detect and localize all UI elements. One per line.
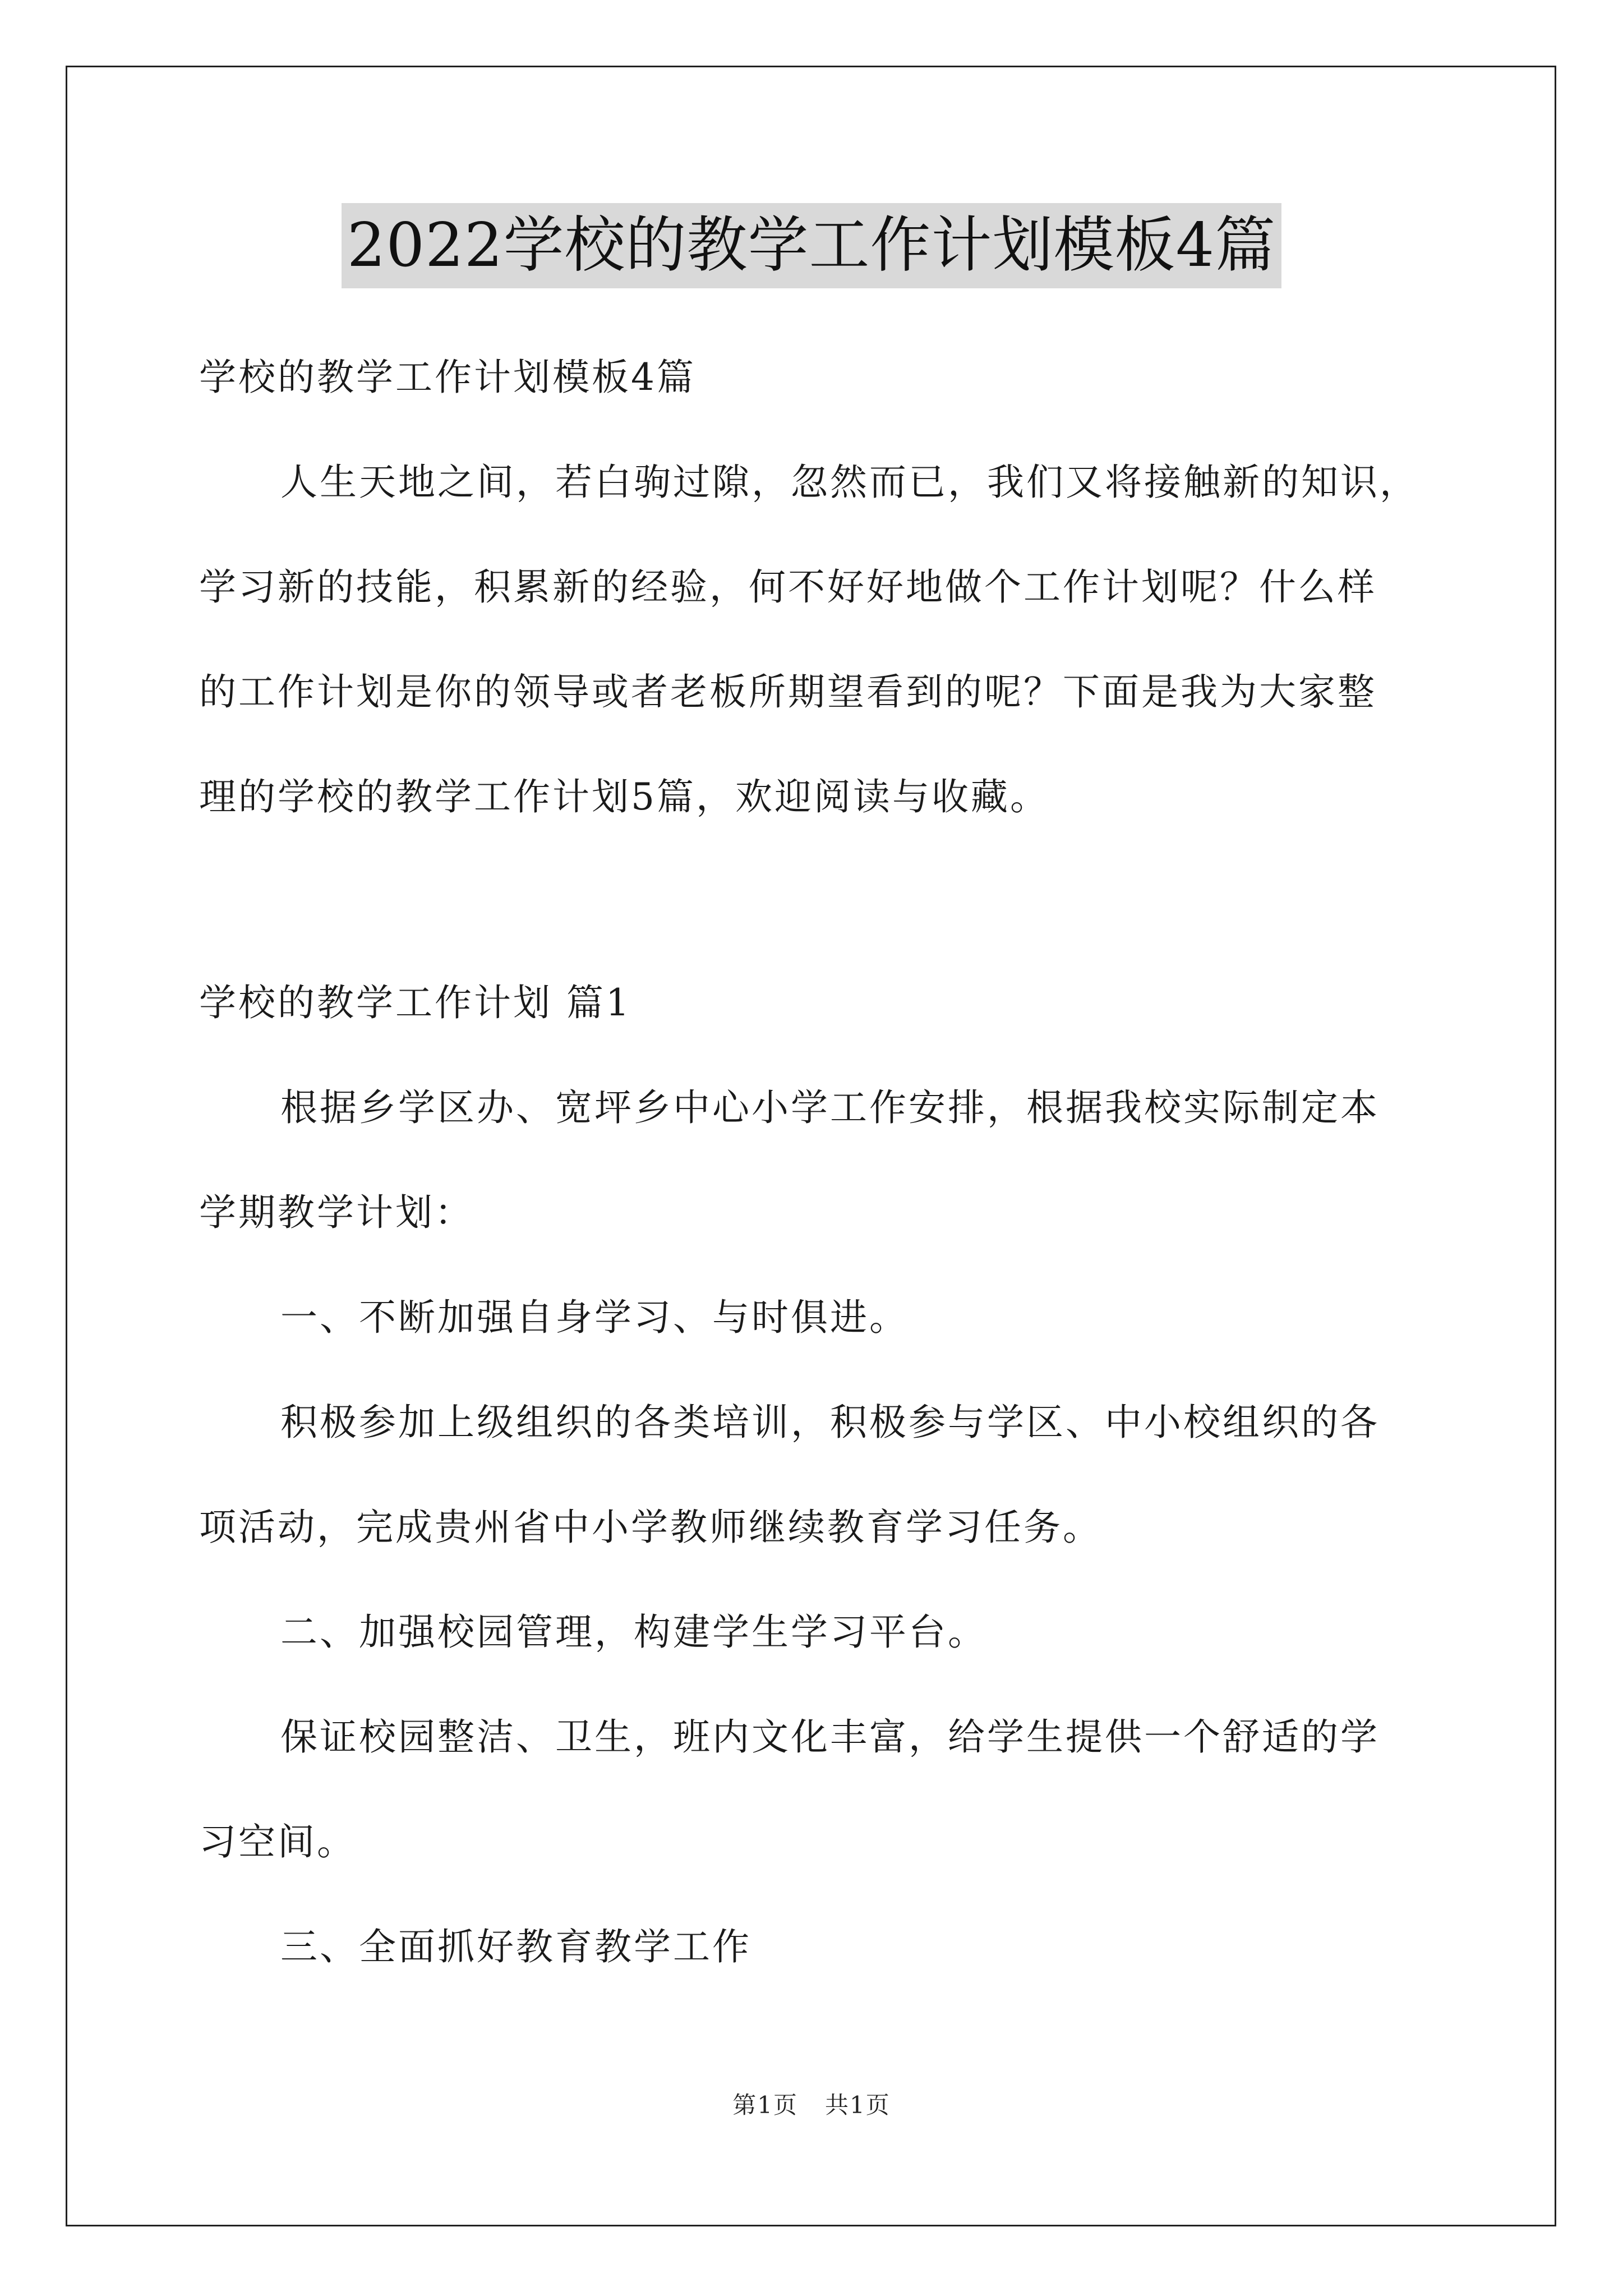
paragraph-line: 学期教学计划： — [199, 1191, 474, 1234]
paragraph-line: 积极参加上级组织的各类培训，积极参与学区、中小校组织的各 — [280, 1401, 1380, 1444]
paragraph-line: 习空间。 — [199, 1820, 356, 1864]
page-number-total: 共1页 — [825, 2091, 891, 2119]
page-footer — [0, 2090, 1623, 2121]
paragraph-line: 根据乡学区办、宽坪乡中心小学工作安排，根据我校实际制定本 — [280, 1086, 1380, 1129]
paragraph-line: 项活动，完成贵州省中小学教师继续教育学习任务。 — [199, 1506, 1102, 1549]
subheading-line: 一、不断加强自身学习、与时俱进。 — [280, 1296, 909, 1339]
title-container — [0, 203, 1623, 288]
intro-line-3: 的工作计划是你的领导或者老板所期望看到的呢？下面是我为大家整 — [199, 670, 1377, 714]
subheading-line: 三、全面抓好教育教学工作 — [280, 1925, 751, 1968]
paragraph-line: 保证校园整洁、卫生，班内文化丰富，给学生提供一个舒适的学 — [280, 1715, 1380, 1759]
section-heading-1: 学校的教学工作计划 篇1 — [199, 981, 631, 1024]
subtitle-line: 学校的教学工作计划模板4篇 — [199, 356, 696, 399]
document-title: 2022学校的教学工作计划模板4篇 — [342, 203, 1282, 288]
intro-line-4: 理的学校的教学工作计划5篇，欢迎阅读与收藏。 — [199, 775, 1049, 818]
subheading-line: 二、加强校园管理，构建学生学习平台。 — [280, 1611, 987, 1654]
page-number-current: 第1页 — [732, 2091, 798, 2119]
intro-line-2: 学习新的技能，积累新的经验，何不好好地做个工作计划呢？什么样 — [199, 565, 1377, 609]
intro-line-1: 人生天地之间，若白驹过隙，忽然而已，我们又将接触新的知识， — [280, 461, 1419, 504]
